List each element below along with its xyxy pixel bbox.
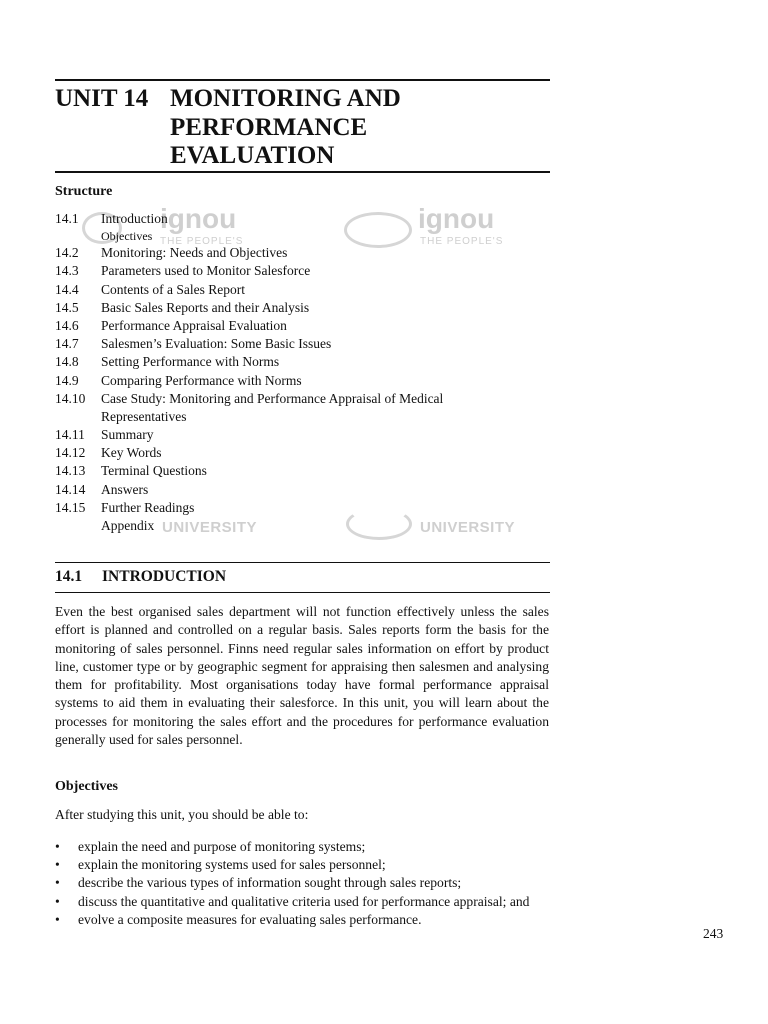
structure-heading: Structure (55, 184, 113, 199)
list-item-text: explain the monitoring systems used for sales personnel; (78, 857, 386, 873)
toc-item (55, 353, 555, 371)
list-item (55, 911, 549, 929)
toc-number: 14.4 (55, 281, 79, 297)
list-item-text: describe the various types of information sought through sales reports; (78, 875, 462, 891)
toc-item (55, 210, 555, 228)
toc-number: 14.7 (55, 336, 79, 352)
toc-number: 14.5 (55, 299, 79, 315)
title-bottom-rule (55, 171, 550, 173)
toc-item (55, 462, 555, 480)
toc-text: Terminal Questions (101, 463, 207, 479)
toc-item (55, 317, 555, 335)
toc-text: Monitoring: Needs and Objectives (101, 245, 288, 261)
objectives-heading: Objectives (55, 779, 118, 794)
toc-item (55, 517, 555, 535)
introduction-paragraph: Even the best organised sales department will not function effectively unless the sales effort is planned and controlled on a regular basis. Sales reports form the basis for the monitoring of sales personnel. Finns need regular sales information on effort by product line, customer type or by geographic segment for appraising then salesmen and analysing them for profitability. Most organisations today have formal performance appraisal systems to aid them in evaluating their salesforce. In this unit, you will learn about the processes for monitoring the sales effort and the procedures for performance evaluation generally used for sales personnel. (55, 604, 549, 748)
toc-number: 14.13 (55, 463, 86, 479)
toc-text: Performance Appraisal Evaluation (101, 317, 287, 333)
toc-number: 14.8 (55, 354, 79, 370)
toc-item (55, 390, 555, 408)
toc-number: 14.15 (55, 499, 86, 515)
toc-item (55, 426, 555, 444)
toc-number: 14.12 (55, 445, 86, 461)
toc-text: Key Words (101, 445, 162, 461)
toc-text: Setting Performance with Norms (101, 354, 280, 370)
list-item-text: evolve a composite measures for evaluating sales performance. (78, 911, 422, 927)
bullet-icon: • (55, 857, 60, 873)
title-top-rule (55, 79, 550, 81)
bullet-icon: • (55, 893, 60, 909)
toc-item (55, 244, 555, 262)
toc-item (55, 262, 555, 280)
toc-text: Appendix (101, 518, 155, 533)
toc-item (55, 408, 555, 426)
unit-title-line: EVALUATION (170, 142, 335, 169)
unit-title-line: PERFORMANCE (170, 113, 368, 141)
watermark-logo-text: ignou (418, 203, 495, 234)
toc-item (55, 228, 555, 244)
watermark-tagline: THE PEOPLE'S (420, 236, 504, 247)
toc-item (55, 372, 555, 390)
objectives-intro: After studying this unit, you should be able to: (55, 807, 309, 822)
section-title: INTRODUCTION (102, 568, 227, 585)
toc-text: Representatives (101, 408, 187, 424)
list-item-text: discuss the quantitative and qualitative criteria used for performance appraisal; and (78, 893, 530, 909)
watermark-university: UNIVERSITY (162, 519, 258, 536)
toc-text: Objectives (101, 229, 153, 244)
toc-number: 14.11 (55, 427, 85, 443)
section-number: 14.1 (55, 568, 83, 585)
toc-text: Summary (101, 427, 154, 443)
objectives-list (55, 838, 549, 929)
toc-item (55, 281, 555, 299)
toc-item (55, 444, 555, 462)
toc-number: 14.1 (55, 211, 79, 226)
toc-number: 14.14 (55, 481, 86, 497)
toc-number: 14.3 (55, 263, 79, 279)
table-of-contents (55, 210, 555, 535)
toc-number: 14.6 (55, 317, 79, 333)
toc-number: 14.2 (55, 245, 79, 261)
list-item (55, 856, 549, 874)
watermark-tagline: THE PEOPLE'S (160, 236, 244, 247)
section-bottom-rule (55, 592, 550, 593)
unit-title (170, 85, 401, 171)
toc-text: Further Readings (101, 499, 195, 515)
toc-number: 14.10 (55, 390, 86, 406)
unit-number: UNIT 14 (55, 85, 149, 112)
toc-text: Parameters used to Monitor Salesforce (101, 263, 311, 279)
toc-text: Answers (101, 481, 149, 497)
list-item-text: explain the need and purpose of monitoring systems; (78, 839, 366, 854)
section-top-rule (55, 562, 550, 563)
toc-text: Contents of a Sales Report (101, 281, 245, 297)
page-number: 243 (703, 926, 724, 941)
toc-text: Salesmen’s Evaluation: Some Basic Issues (101, 336, 332, 352)
list-item (55, 893, 549, 911)
bullet-icon: • (55, 839, 60, 854)
list-item (55, 838, 549, 856)
section-heading (55, 568, 226, 586)
watermark-university: UNIVERSITY (420, 519, 516, 536)
bullet-icon: • (55, 875, 60, 891)
toc-item (55, 499, 555, 517)
toc-text: Basic Sales Reports and their Analysis (101, 299, 310, 315)
unit-title-line: MONITORING AND (170, 85, 401, 112)
toc-item (55, 481, 555, 499)
toc-item (55, 335, 555, 353)
bullet-icon: • (55, 911, 60, 927)
toc-text: Comparing Performance with Norms (101, 372, 302, 388)
toc-number: 14.9 (55, 372, 79, 388)
toc-item (55, 299, 555, 317)
watermark-logo-text: ignou (160, 203, 237, 234)
list-item (55, 874, 549, 892)
toc-text: Introduction (101, 211, 168, 226)
toc-text: Case Study: Monitoring and Performance Appraisal of Medical (101, 390, 444, 406)
